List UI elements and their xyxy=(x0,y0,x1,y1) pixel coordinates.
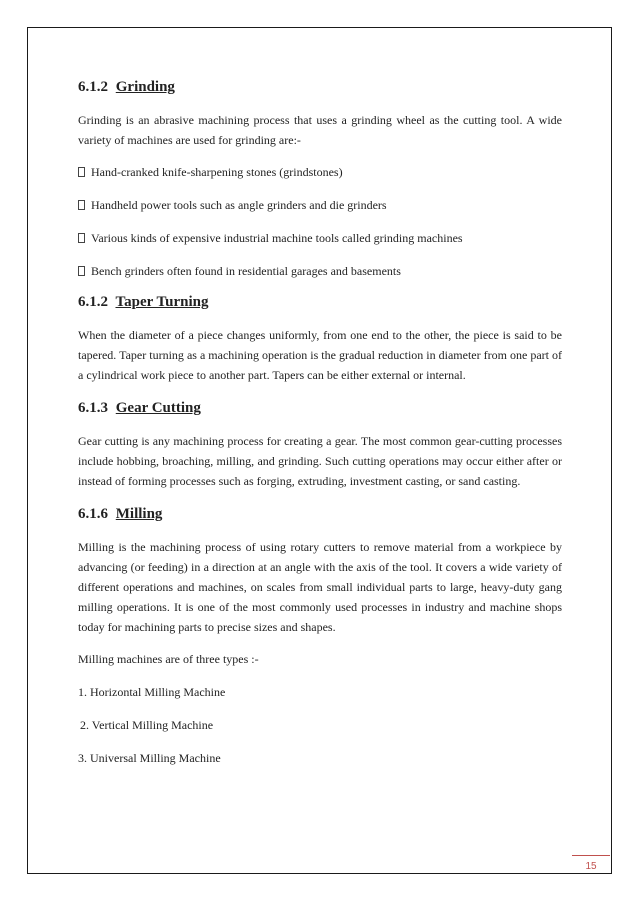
list-item: 2. Vertical Milling Machine xyxy=(80,718,214,732)
section-heading-grinding xyxy=(78,78,562,96)
section-title: Milling xyxy=(115,506,163,522)
page-number: 15 xyxy=(585,861,597,872)
grinding-intro: Grinding is an abrasive machining process that uses a grinding wheel as the cutting tool. A wide variety of machines are used for grinding are:- xyxy=(78,113,562,147)
list-item xyxy=(78,164,562,180)
bullet-box-icon xyxy=(78,167,85,177)
list-item xyxy=(78,197,562,213)
section-heading-taper-turning xyxy=(78,293,562,311)
list-item: 3. Universal Milling Machine xyxy=(78,751,221,765)
bullet-box-icon xyxy=(78,233,85,243)
bullet-text: Handheld power tools such as angle grinders and die grinders xyxy=(91,198,387,212)
section-title: Gear Cutting xyxy=(115,400,201,416)
milling-types-intro: Milling machines are of three types :- xyxy=(78,652,259,666)
bullet-text: Hand-cranked knife-sharpening stones (grindstones) xyxy=(91,165,343,179)
document-body xyxy=(78,78,562,783)
page-number-footer xyxy=(572,855,610,874)
bullet-text: Various kinds of expensive industrial machine tools called grinding machines xyxy=(91,231,463,245)
bullet-text: Bench grinders often found in residential garages and basements xyxy=(91,264,401,278)
section-heading-gear-cutting xyxy=(78,399,562,417)
section-number: 6.1.2 xyxy=(78,79,108,95)
bullet-box-icon xyxy=(78,266,85,276)
milling-body: Milling is the machining process of using rotary cutters to remove material from a workpiece by advancing (or feeding) in a direction at an angle with the axis of the tool. It covers a wide variety of different operations and machines, on scales from small individual parts to large, heavy-duty gang milling operations. It is one of the most commonly used processes in industry and machine shops today for machining parts to precise sizes and shapes. xyxy=(78,540,562,634)
section-number: 6.1.3 xyxy=(78,400,108,416)
list-item: 1. Horizontal Milling Machine xyxy=(78,685,226,699)
taper-turning-body: When the diameter of a piece changes uniformly, from one end to the other, the piece is said to be tapered. Taper turning as a machining operation is the gradual reduction in diameter from one part of a cylindrical work piece to another part. Tapers can be either external or internal. xyxy=(78,328,562,382)
list-item xyxy=(78,263,562,279)
section-number: 6.1.6 xyxy=(78,506,108,522)
section-heading-milling xyxy=(78,505,562,523)
gear-cutting-body: Gear cutting is any machining process for creating a gear. The most common gear-cutting processes include hobbing, broaching, milling, and grinding. Such cutting operations may occur either after or instead of forming processes such as forging, extruding, investment casting, or sand casting. xyxy=(78,434,562,488)
section-number: 6.1.2 xyxy=(78,294,108,310)
section-title: Grinding xyxy=(115,79,175,95)
list-item xyxy=(78,230,562,246)
bullet-box-icon xyxy=(78,200,85,210)
section-title: Taper Turning xyxy=(115,294,209,310)
